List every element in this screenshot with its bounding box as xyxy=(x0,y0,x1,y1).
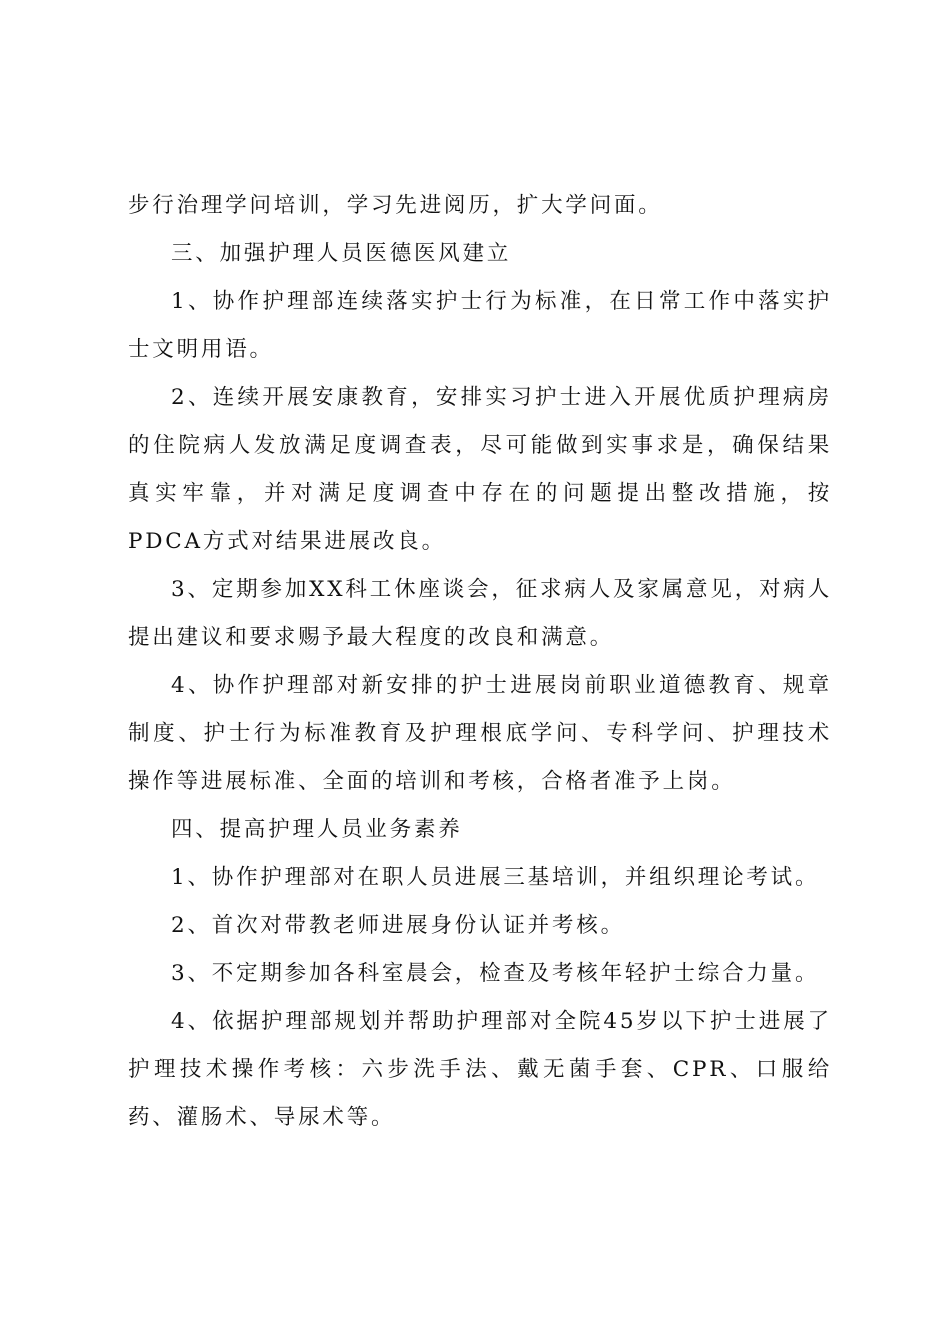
section-heading: 四、提高护理人员业务素养 xyxy=(171,817,463,842)
paragraph: 2、连续开展安康教育，安排实习护士进入开展优质护理病房的住院病人发放满足度调查表，尽可能做到实事求是，确保结果真实牢靠，并对满足度调查中存在的问题提出整改措施，按PDCA方式对结果进展改良。 xyxy=(128,385,832,554)
paragraph: 1、协作护理部对在职人员进展三基培训，并组织理论考试。 xyxy=(171,865,820,890)
section-heading: 三、加强护理人员医德医风建立 xyxy=(171,241,512,266)
document-body xyxy=(128,182,832,1142)
paragraph: 3、定期参加XX科工休座谈会，征求病人及家属意见，对病人提出建议和要求赐予最大程度的改良和满意。 xyxy=(128,577,832,650)
paragraph: 2、首次对带教老师进展身份认证并考核。 xyxy=(171,913,625,938)
paragraph: 3、不定期参加各科室晨会，检查及考核年轻护士综合力量。 xyxy=(171,961,820,986)
paragraph: 4、依据护理部规划并帮助护理部对全院45岁以下护士进展了护理技术操作考核：六步洗手法、戴无菌手套、CPR、口服给药、灌肠术、导尿术等。 xyxy=(128,1009,832,1130)
paragraph: 4、协作护理部对新安排的护士进展岗前职业道德教育、规章制度、护士行为标准教育及护理根底学问、专科学问、护理技术操作等进展标准、全面的培训和考核，合格者准予上岗。 xyxy=(128,673,832,794)
paragraph: 1、协作护理部连续落实护士行为标准，在日常工作中落实护士文明用语。 xyxy=(128,289,832,362)
paragraph: 步行治理学问培训，学习先进阅历，扩大学问面。 xyxy=(128,193,663,218)
